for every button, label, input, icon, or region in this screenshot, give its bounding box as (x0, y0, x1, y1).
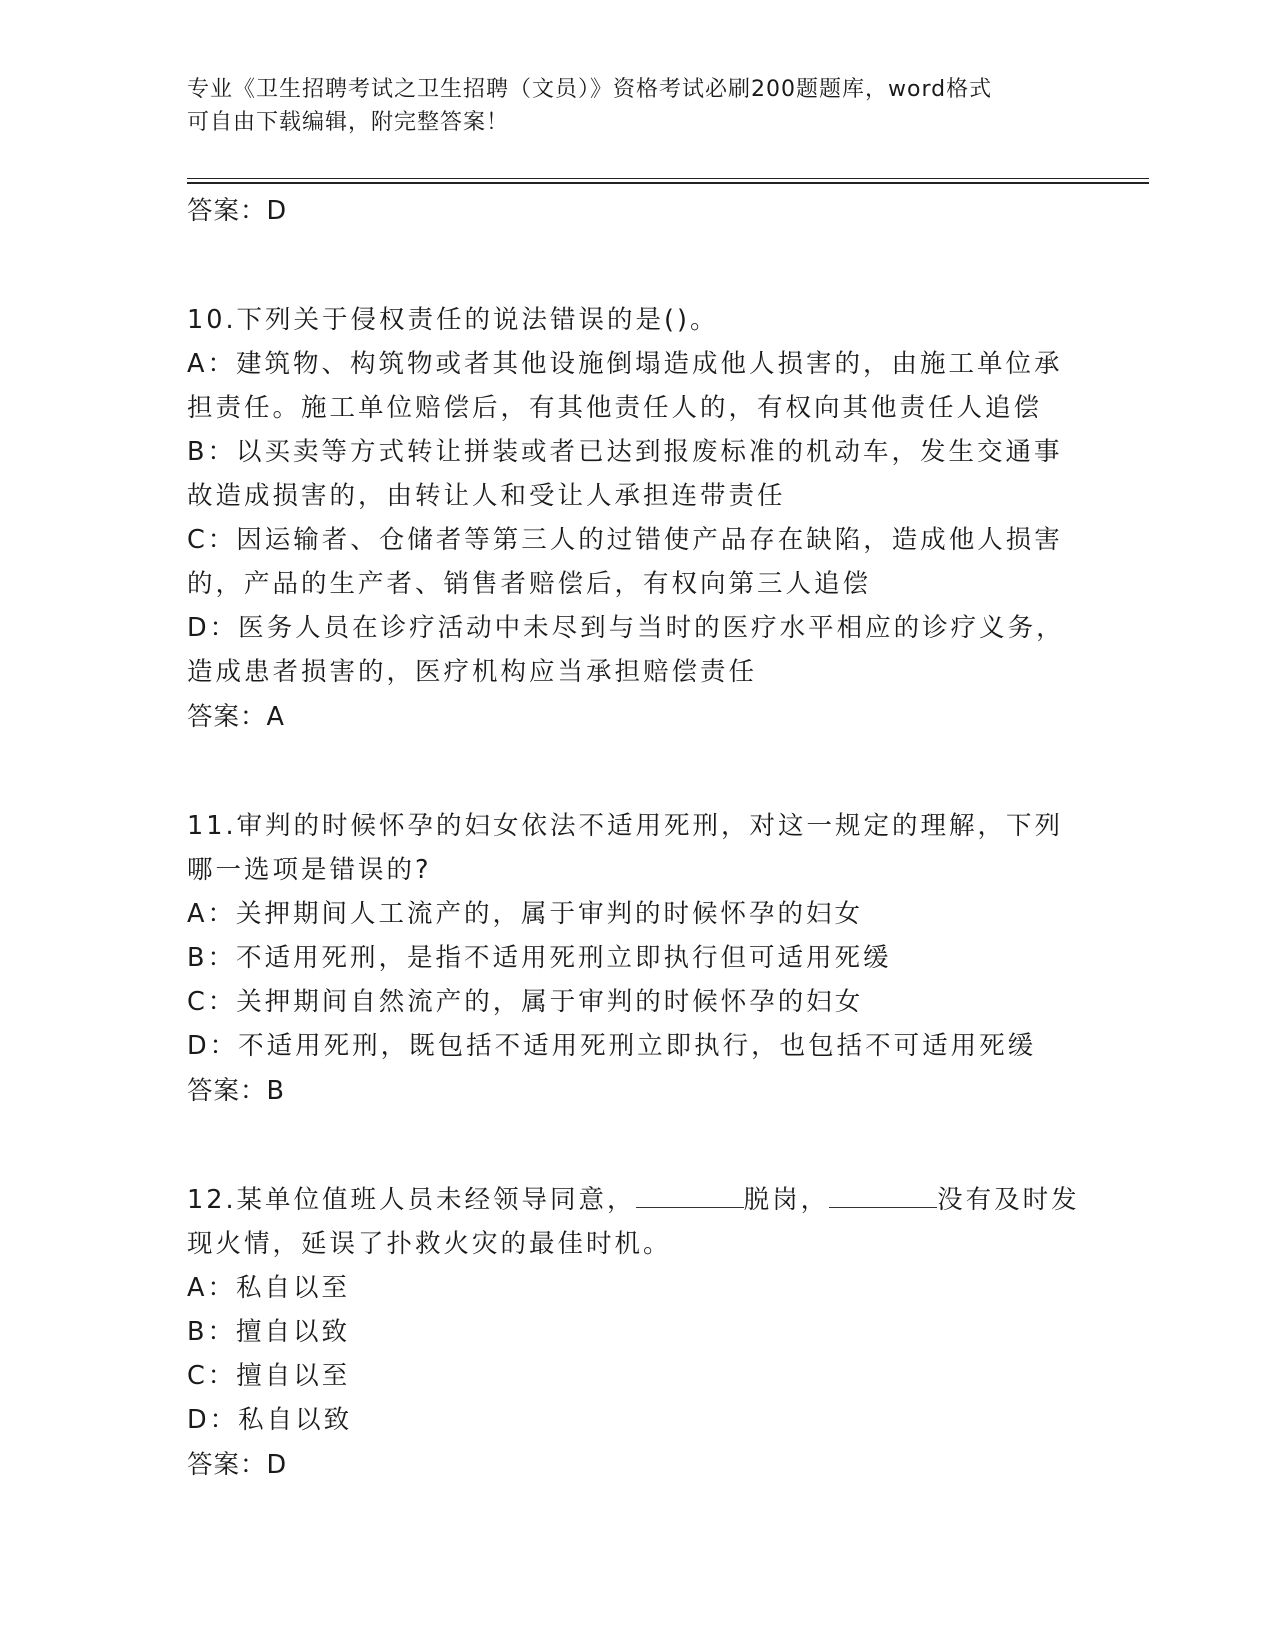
fill-in-blank-1 (636, 1184, 744, 1208)
question-12-option-b: B：擅自以致 (187, 1317, 350, 1347)
header-rule-thin (187, 178, 1149, 179)
question-10-option-a: A：建筑物、构筑物或者其他设施倒塌造成他人损害的，由施工单位承担责任。施工单位赔偿后，有其他责任人的，有权向其他责任人追偿 (187, 349, 1063, 423)
question-10 (187, 298, 1087, 740)
spacer (187, 234, 1087, 298)
question-11-option-d: D：不适用死刑，既包括不适用死刑立即执行，也包括不可适用死缓 (187, 1031, 1037, 1061)
question-10-option-b: B：以买卖等方式转让拼装或者已达到报废标准的机动车，发生交通事故造成损害的，由转让人和受让人承担连带责任 (187, 437, 1063, 511)
header-line-1: 专业《卫生招聘考试之卫生招聘（文员）》资格考试必刷200题题库，word格式 (187, 77, 993, 102)
question-12 (187, 1178, 1087, 1488)
question-11-answer: 答案：B (187, 1076, 285, 1106)
previous-answer: 答案：D (187, 196, 288, 226)
spacer (187, 740, 1087, 804)
question-12-title-part-2: 脱岗， (743, 1185, 830, 1215)
header-rule-thick (187, 182, 1149, 184)
question-12-title-part-3: 没有及时发现火情，延误了扑救火灾的最佳时机。 (187, 1185, 1080, 1259)
question-10-option-c: C：因运输者、仓储者等第三人的过错使产品存在缺陷，造成他人损害的，产品的生产者、销售者赔偿后，有权向第三人追偿 (187, 525, 1063, 599)
header-line-2: 可自由下载编辑，附完整答案！ (187, 110, 510, 135)
question-11-option-b: B：不适用死刑，是指不适用死刑立即执行但可适用死缓 (187, 943, 892, 973)
question-12-option-a: A：私自以至 (187, 1273, 350, 1303)
document-header (187, 73, 1067, 139)
question-11-title: 11.审判的时候怀孕的妇女依法不适用死刑，对这一规定的理解，下列哪一选项是错误的? (187, 811, 1064, 885)
question-11-option-a: A：关押期间人工流产的，属于审判的时候怀孕的妇女 (187, 899, 863, 929)
question-12-option-d: D：私自以致 (187, 1405, 353, 1435)
question-11-option-c: C：关押期间自然流产的，属于审判的时候怀孕的妇女 (187, 987, 864, 1017)
question-list (187, 188, 1087, 1488)
question-10-answer: 答案：A (187, 702, 285, 732)
question-10-option-d: D：医务人员在诊疗活动中未尽到与当时的医疗水平相应的诊疗义务，造成患者损害的，医疗机构应当承担赔偿责任 (187, 613, 1065, 687)
question-11 (187, 804, 1087, 1114)
question-10-title: 10.下列关于侵权责任的说法错误的是()。 (187, 305, 719, 335)
fill-in-blank-2 (829, 1184, 937, 1208)
spacer (187, 1114, 1087, 1178)
question-12-title (187, 1178, 1087, 1266)
question-12-title-part-1: 12.某单位值班人员未经领导同意， (187, 1185, 636, 1215)
question-12-option-c: C：擅自以至 (187, 1361, 351, 1391)
question-12-answer: 答案：D (187, 1450, 288, 1480)
